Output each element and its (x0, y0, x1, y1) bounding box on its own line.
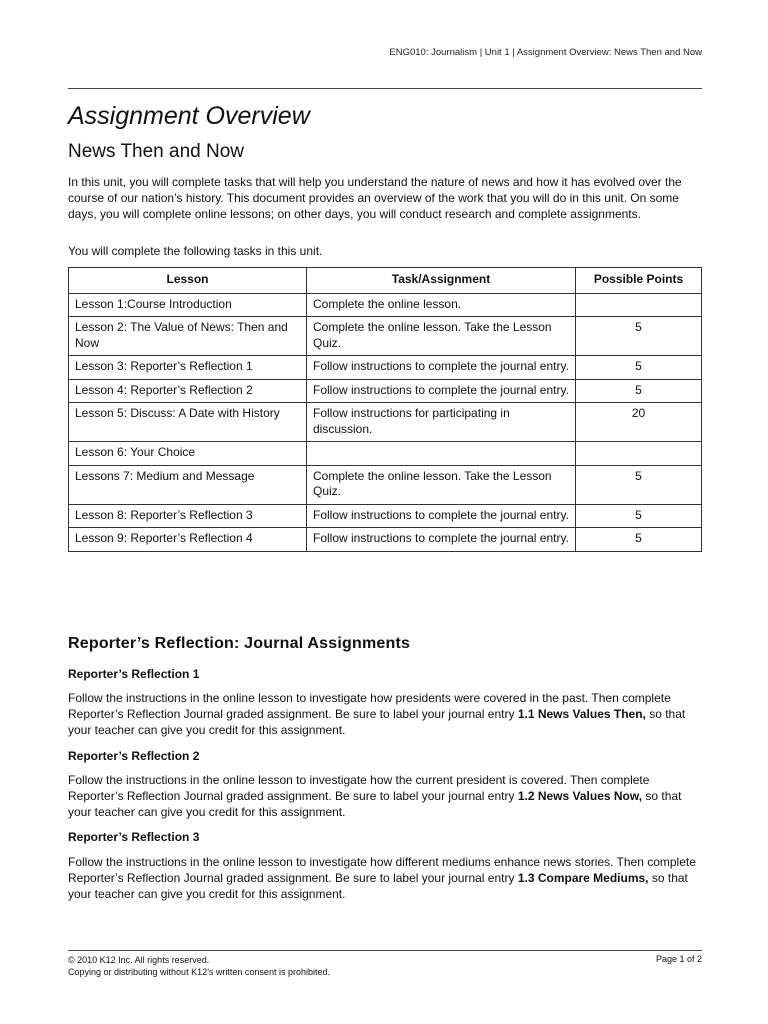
task-cell (307, 442, 576, 466)
points-cell: 5 (576, 465, 702, 504)
reflection-2-heading: Reporter’s Reflection 2 (68, 749, 200, 763)
points-cell: 5 (576, 528, 702, 552)
header-lesson: Lesson (69, 268, 307, 294)
task-cell: Complete the online lesson. (307, 293, 576, 317)
reflection-1-heading: Reporter’s Reflection 1 (68, 667, 200, 681)
footer-rule (68, 950, 702, 951)
reflection-1-entry-label: 1.1 News Values Then, (517, 707, 646, 721)
task-cell: Follow instructions to complete the journal entry. (307, 504, 576, 528)
points-cell: 20 (576, 403, 702, 442)
table-row (69, 356, 702, 380)
reflection-2-text (68, 772, 702, 820)
header-points: Possible Points (576, 268, 702, 294)
page-title: Assignment Overview (68, 102, 310, 130)
task-cell: Follow instructions to complete the journal entry. (307, 379, 576, 403)
task-cell: Complete the online lesson. Take the Lesson Quiz. (307, 465, 576, 504)
points-cell: 5 (576, 317, 702, 356)
reflection-1-text-after: so that your teacher can give you credit for this assignment. (68, 707, 686, 737)
table-row (69, 379, 702, 403)
reflection-3-text-after: so that your teacher can give you credit for this assignment. (68, 871, 688, 901)
lesson-cell: Lesson 5: Discuss: A Date with History (69, 403, 307, 442)
task-cell: Complete the online lesson. Take the Lesson Quiz. (307, 317, 576, 356)
points-cell (576, 293, 702, 317)
table-row (69, 442, 702, 466)
table-row (69, 504, 702, 528)
points-cell (576, 442, 702, 466)
task-cell: Follow instructions for participating in discussion. (307, 403, 576, 442)
points-cell: 5 (576, 356, 702, 380)
task-cell: Follow instructions to complete the journal entry. (307, 528, 576, 552)
task-cell: Follow instructions to complete the journal entry. (307, 356, 576, 380)
table-row (69, 528, 702, 552)
table-row (69, 317, 702, 356)
task-table (68, 267, 702, 552)
intro-paragraph: In this unit, you will complete tasks that will help you understand the nature of news and how it has evolved over the course of our nation’s history. This document provides an overview of the work that you will do in this unit. On some days, you will complete online lessons; on other days, you will conduct research and complete assignments. (68, 175, 682, 221)
copyright-line: © 2010 K12 Inc. All rights reserved. (68, 955, 210, 965)
lesson-cell: Lesson 4: Reporter’s Reflection 2 (69, 379, 307, 403)
footer-copyright (68, 954, 330, 978)
header-task: Task/Assignment (307, 268, 576, 294)
reflection-3-text (68, 854, 702, 902)
header-rule (68, 88, 702, 89)
reflection-3-text-before: Follow the instructions in the online lesson to investigate how different mediums enhance news stories. Then complete Reporter’s Reflection Journal graded assignment. Be sure to label your journal entry (68, 855, 696, 885)
lesson-cell: Lessons 7: Medium and Message (69, 465, 307, 504)
document-page (68, 0, 702, 1024)
distribution-notice: Copying or distributing without K12’s written consent is prohibited. (68, 967, 330, 977)
lesson-cell: Lesson 1:Course Introduction (69, 293, 307, 317)
reflection-1-text-before: Follow the instructions in the online lesson to investigate how presidents were covered in the past. Then complete Reporter’s Reflection Journal graded assignment. Be sure to label your journal entry (68, 691, 671, 721)
page-subtitle: News Then and Now (68, 141, 245, 162)
reflection-2-text-before: Follow the instructions in the online lesson to investigate how the current president is covered. Then complete Reporter’s Reflection Journal graded assignment. Be sure to label your journal entry (68, 773, 650, 803)
reflection-1-text (68, 690, 702, 738)
section-title: Reporter’s Reflection: Journal Assignments (68, 635, 411, 652)
running-header: ENG010: Journalism | Unit 1 | Assignment Overview: News Then and Now (389, 47, 702, 58)
points-cell: 5 (576, 379, 702, 403)
lesson-cell: Lesson 2: The Value of News: Then and Now (69, 317, 307, 356)
reflection-2-text-after: so that your teacher can give you credit for this assignment. (68, 789, 682, 819)
lesson-cell: Lesson 6: Your Choice (69, 442, 307, 466)
lesson-cell: Lesson 8: Reporter’s Reflection 3 (69, 504, 307, 528)
lesson-cell: Lesson 3: Reporter’s Reflection 1 (69, 356, 307, 380)
table-row (69, 293, 702, 317)
table-lead: You will complete the following tasks in this unit. (68, 244, 323, 258)
table-row (69, 465, 702, 504)
page-number: Page 1 of 2 (655, 954, 702, 964)
points-cell: 5 (576, 504, 702, 528)
table-header-row (69, 268, 702, 294)
reflection-3-heading: Reporter’s Reflection 3 (68, 830, 200, 844)
lesson-cell: Lesson 9: Reporter’s Reflection 4 (69, 528, 307, 552)
table-row (69, 403, 702, 442)
reflection-3-entry-label: 1.3 Compare Mediums, (517, 871, 649, 885)
reflection-2-entry-label: 1.2 News Values Now, (517, 789, 643, 803)
